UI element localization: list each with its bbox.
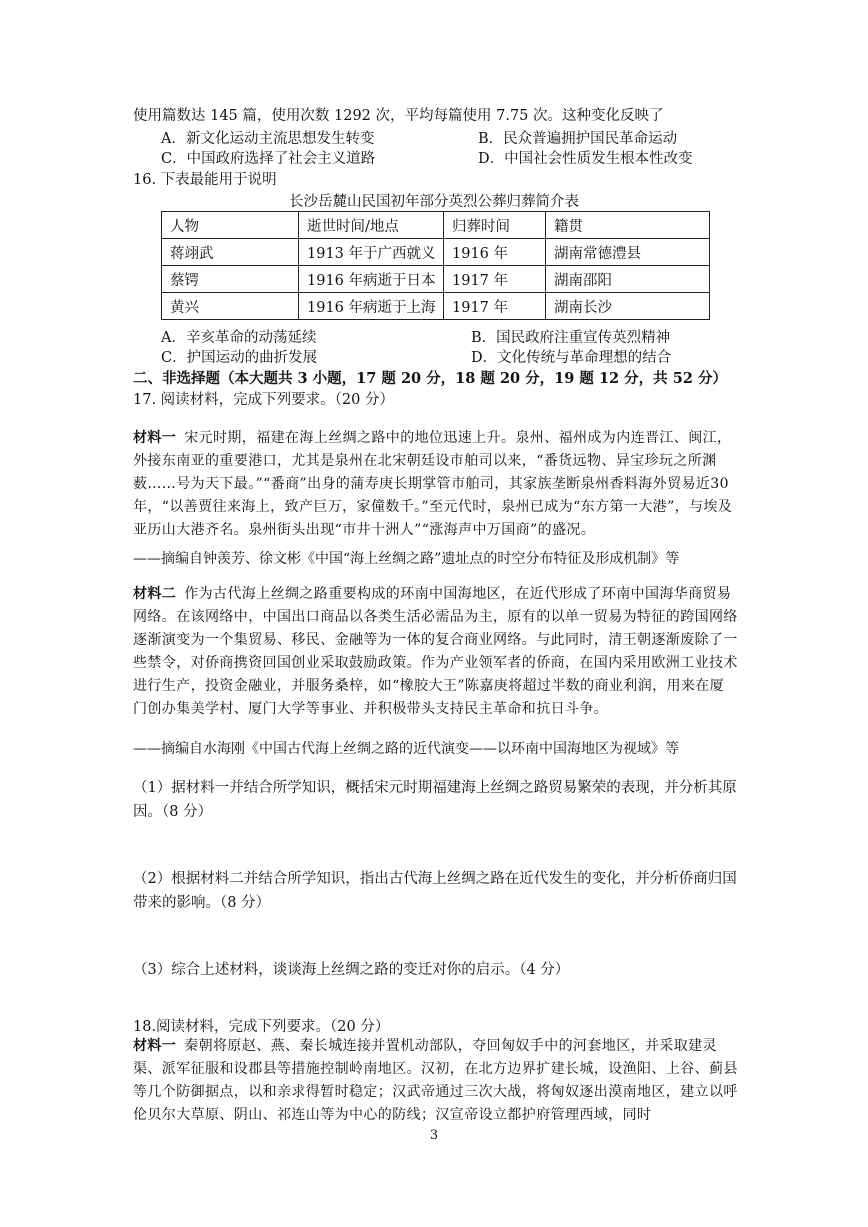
q16-stem: 16. 下表最能用于说明	[133, 172, 277, 188]
material-label: 材料二	[133, 586, 177, 602]
table-header-cell: 人物	[162, 212, 299, 239]
table-cell: 湖南长沙	[546, 293, 710, 320]
q15-option-b: B．民众普遍拥护国民革命运动	[478, 131, 678, 147]
q17-material-1-source: ——摘编自钟羡芳、徐文彬《中国“海上丝绸之路”遗址点的时空分布特征及形成机制》等	[133, 551, 680, 567]
q17-material-1	[133, 427, 738, 542]
q15-option-a: A．新文化运动主流思想发生转变	[161, 131, 375, 147]
table-header-cell: 归葬时间	[444, 212, 546, 239]
q18-material-1	[133, 1035, 738, 1127]
section-heading: 二、非选择题（本大题共 3 小题，17 题 20 分，18 题 20 分，19 题 12 分，共 52 分）	[133, 370, 727, 387]
table-cell: 1917 年	[444, 293, 546, 320]
material-label: 材料一	[133, 1038, 177, 1054]
table-cell: 1917 年	[444, 266, 546, 293]
table-cell: 1916 年	[444, 239, 546, 266]
q17-subquestion-2: （2）根据材料二并结合所学知识，指出古代海上丝绸之路在近代发生的变化，并分析侨商归国带来的影响。（8 分）	[133, 871, 737, 911]
table-row	[162, 239, 710, 266]
material-text: 秦朝将原赵、燕、秦长城连接并置机动部队，夺回匈奴手中的河套地区，并采取建灵渠、派军征服和设郡县等措施控制岭南地区。汉初，在北方边界扩建长城，设渔阳、上谷、蓟县等几个防御据点，以和亲求得暂时稳定；汉武帝通过三次大战，将匈奴逐出漠南地区，建立以呼伦贝尔大草原、阴山、祁连山等为中心的防线；汉宣帝设立都护府管理西域，同时	[133, 1038, 738, 1123]
table-row	[162, 293, 710, 320]
q17-material-2	[133, 583, 738, 721]
material-label: 材料一	[133, 430, 177, 446]
q15-option-c: C．中国政府选择了社会主义道路	[161, 151, 376, 167]
q17-stem: 17. 阅读材料，完成下列要求。（20 分）	[133, 392, 394, 408]
q16-option-c: C．护国运动的曲折发展	[161, 350, 318, 366]
page-number: 3	[429, 1128, 439, 1143]
material-text: 作为古代海上丝绸之路重要构成的环南中国海地区，在近代形成了环南中国海华商贸易网络。在该网络中，中国出口商品以各类生活必需品为主，原有的以单一贸易为特征的跨国网络逐渐演变为一个集贸易、移民、金融等为一体的复合商业网络。与此同时，清王朝逐渐废除了一些禁令，对侨商携资回国创业采取鼓励政策。作为产业领军者的侨商，在国内采用欧洲工业技术进行生产，投资金融业，并服务桑梓，如“橡胶大王”陈嘉庚将超过半数的商业利润，用来在厦门创办集美学村、厦门大学等事业、并积极带头支持民主革命和抗日斗争。	[133, 586, 738, 717]
q17-subquestion-3: （3）综合上述材料，谈谈海上丝绸之路的变迁对你的启示。（4 分）	[133, 962, 570, 978]
table-cell: 蒋翊武	[162, 239, 299, 266]
table-cell: 黄兴	[162, 293, 299, 320]
table-row	[162, 266, 710, 293]
table-cell: 湖南常德澧县	[546, 239, 710, 266]
table-cell: 1916 年病逝于上海	[299, 293, 444, 320]
q16-table-title: 长沙岳麓山民国初年部分英烈公葬归葬简介表	[289, 194, 579, 210]
q18-stem: 18.阅读材料，完成下列要求。（20 分）	[133, 1019, 390, 1035]
q16-option-a: A．辛亥革命的动荡延续	[161, 330, 317, 346]
table-header-cell: 逝世时间/地点	[299, 212, 444, 239]
table-cell: 1913 年于广西就义	[299, 239, 444, 266]
table-header-cell: 籍贯	[546, 212, 710, 239]
material-text: 宋元时期，福建在海上丝绸之路中的地位迅速上升。泉州、福州成为内连晋江、闽江，外接东南亚的重要港口，尤其是泉州在北宋朝廷设市舶司以来，“番货远物、异宝珍玩之所渊薮……号为天下最。”“番商”出身的蒲寿庚长期掌管市舶司，其家族垄断泉州香料海外贸易近30年，“以善贾往来海上，致产巨万，家僮数千。”至元代时，泉州已成为“东方第一大港”，与埃及亚历山大港齐名。泉州街头出现“市井十洲人”“涨海声中万国商”的盛况。	[133, 430, 733, 538]
q17-material-2-source: ——摘编自水海刚《中国古代海上丝绸之路的近代演变——以环南中国海地区为视域》等	[133, 741, 679, 757]
table-cell: 蔡锷	[162, 266, 299, 293]
q17-subquestion-1: （1）据材料一并结合所学知识，概括宋元时期福建海上丝绸之路贸易繁荣的表现，并分析其原因。（8 分）	[133, 780, 737, 820]
q16-option-b: B．国民政府注重宣传英烈精神	[471, 330, 671, 346]
q15-stem-tail: 使用篇数达 145 篇，使用次数 1292 次，平均每篇使用 7.75 次。这种变化反映了	[133, 108, 664, 124]
table-cell: 湖南邵阳	[546, 266, 710, 293]
q15-option-d: D．中国社会性质发生根本性改变	[478, 151, 693, 167]
table-header-row	[162, 212, 710, 239]
q16-option-d: D．文化传统与革命理想的结合	[471, 350, 672, 366]
q16-table	[161, 211, 710, 320]
table-cell: 1916 年病逝于日本	[299, 266, 444, 293]
